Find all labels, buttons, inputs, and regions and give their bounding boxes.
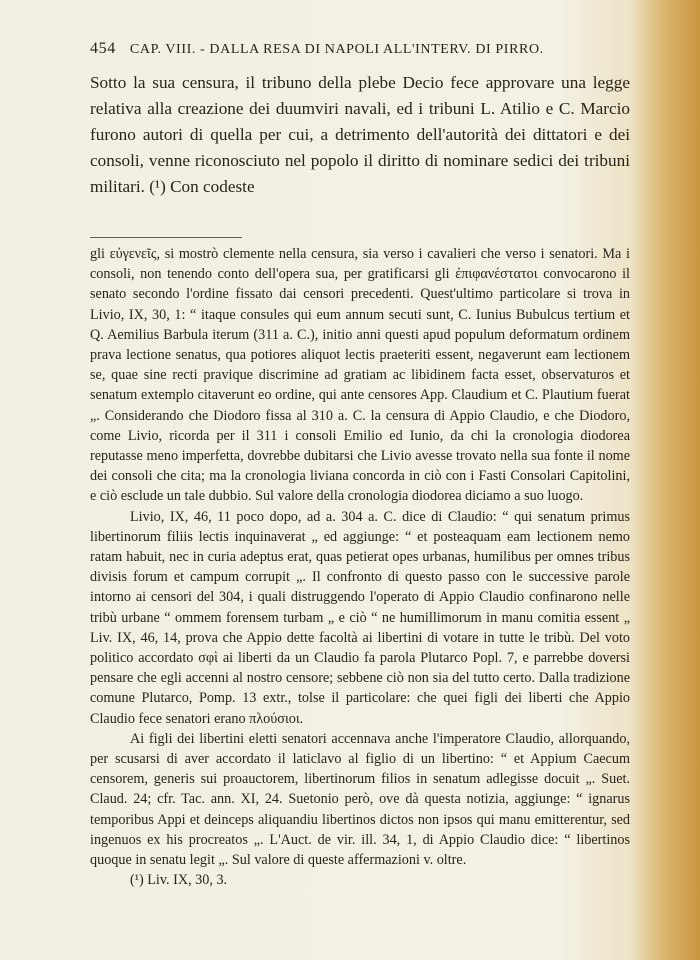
footnote-separator [90, 237, 242, 238]
main-text: Sotto la sua censura, il tribuno della plebe Decio fece approvare una legge relativa alla creazione dei duumviri navali, ed i tribuni L. Atilio e C. Marcio furono autori di quella per cui, a detrimento dell'autorità dei dittatori e dei consoli, venne riconosciuto nel popolo il diritto di nominare sedici dei tribuni militari. (¹) Con codeste [90, 73, 630, 196]
footnotes [90, 244, 630, 891]
footnote-paragraph: gli εὐγενεῖς, si mostrò clemente nella censura, sia verso i cavalieri che verso i senatori. Ma i consoli, non tenendo conto dell'opera sua, per gratificarsi gli ἐπιφανέστατοι convocarono il senato secondo l'ordine fissato dai censori precedenti. Quest'ultimo particolare si trova in Livio, IX, 30, 1: “ itaque consules qui eum annum secuti sunt, C. Iunius Bubulcus tertium et Q. Aemilius Barbula iterum (311 a. C.), initio anni questi apud populum deformatum ordinem prava lectione senatus, qua potiores aliquot lectis praeteriti essent, negaverunt eam lectionem se, quae sine recti pravique discrimine ad gratiam ac libidinem facta esset, observaturos et senatum extemplo citaverunt eo ordine, qui ante censores App. Claudium et C. Plautium fuerat „. Considerando che Diodoro fissa al 310 a. C. la censura di Appio Claudio, e che Diodoro, come Livio, ricorda per il 311 i consoli Emilio ed Iunio, da chi la cronologia diodorea reputasse meno imperfetta, dovrebbe dubitarsi che Livio avesse trovato nella sua fonte il nome dei consoli che cita; ma la cronologia liviana concorda in ciò con i Fasti Consolari Capitolini, e ciò esclude un tale dubbio. Sul valore della cronologia diodorea diciamo a suo luogo. [90, 246, 630, 505]
footnote-paragraph: Ai figli dei libertini eletti senatori accennava anche l'imperatore Claudio, allorquando, per scusarsi di aver accordato il laticlavo al figlio di un libertino: “ et Appium Caecum censorem, generis sui proauctorem, libertinorum filios in senatum adlegisse docuit „. Suet. Claud. 24; cfr. Tac. ann. XI, 24. Suetonio però, ove dà questa notizia, aggiunge: “ ignarus temporibus Appi et deinceps aliquandiu libertinos dictos non ipsos qui manu emitterentur, sed ingenuos ex his procreatos „. L'Auct. de vir. ill. 34, 1, di Appio Claudio dice: “ libertinos quoque in senatu legit „. Sul valore di queste affermazioni v. oltre. [90, 730, 630, 869]
running-header [90, 40, 630, 58]
running-title: CAP. VIII. - DALLA RESA DI NAPOLI ALL'INTERV. DI PIRRO. [129, 42, 544, 57]
footnote-reference: (¹) Liv. IX, 30, 3. [130, 872, 228, 889]
footnote-paragraph: Livio, IX, 46, 11 poco dopo, ad a. 304 a. C. dice di Claudio: “ qui senatum primus libertinorum filiis lectis inquinaverat „ ed aggiunge: “ et posteaquam eam lectionem nemo ratam habuit, nec in curia adeptus erat, quas petierat opes urbanas, humilibus per omnes tribus divisis forum et campum corrupit „. Il confronto di questo passo con le successive parole intorno ai censori del 304, i quali distruggendo l'operato di Appio Claudio confinarono nelle tribù urbane “ ommem forensem turbam „ e ciò “ ne humillimorum in manu comitia essent „ Liv. IX, 46, 14, prova che Appio dette facoltà ai libertini di votare in tutte le tribù. Del voto politico accordato σφὶ ai liberti da un Claudio fa parola Plutarco Popl. 7, e parrebbe doversi pensare che egli accenni al nostro censore; sebbene ciò non sia del tutto certo. Dalla tradizione comune Plutarco, Pomp. 13 extr., tolse il particolare: che quei figli dei liberti che Appio Claudio fece senatori erano πλούσιοι. [90, 508, 630, 727]
page-number: 454 [90, 40, 116, 57]
